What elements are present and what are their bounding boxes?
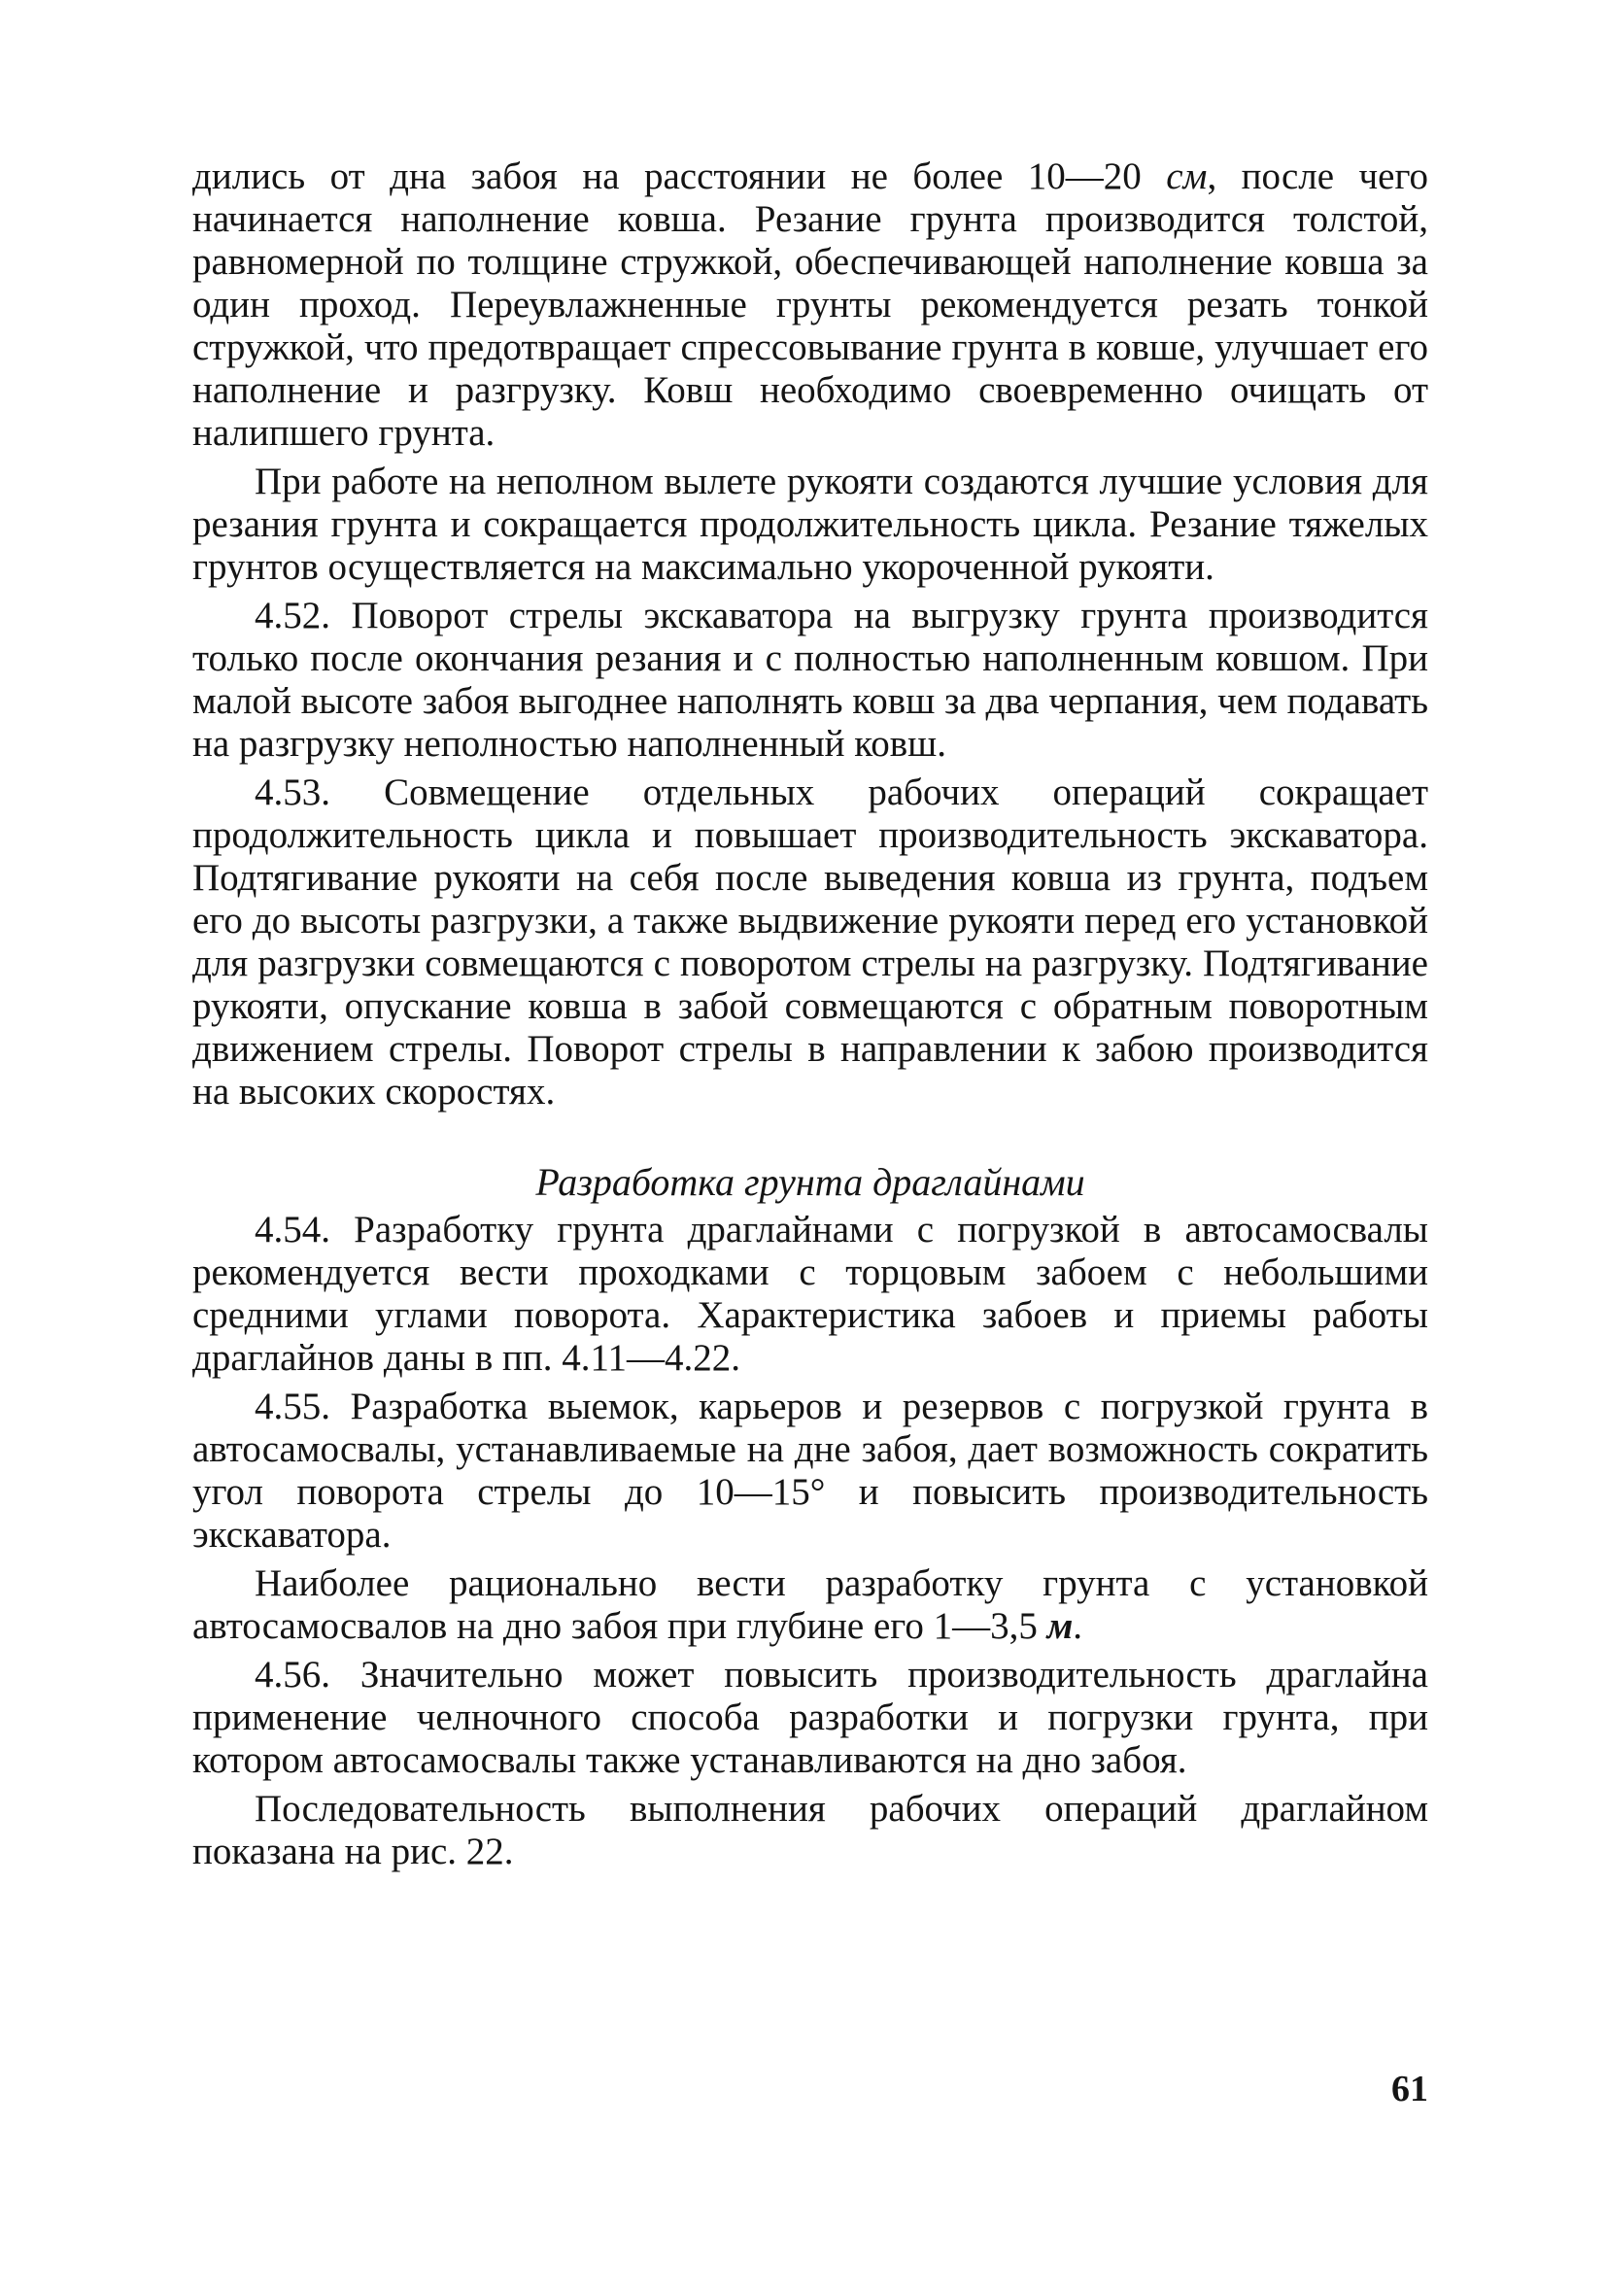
paragraph-4-54	[192, 1209, 1428, 1380]
section-title: Разработка грунта драглайнами	[535, 1160, 1085, 1204]
paragraph-4-53	[192, 771, 1428, 1114]
paragraph	[192, 1788, 1428, 1873]
document-page	[192, 155, 1428, 2138]
paragraph-text: 4.53. Совмещение отдельных рабочих операций сокращает продолжительность цикла и повышает производительность экскаватора. Подтягивание рукояти на себя после выведения ковша из грунта, подъем его до высоты разгрузки, а также выдвижение рукояти перед его установкой для разгрузки совмещаются с поворотом стрелы на разгрузку. Подтягивание рукояти, опускание ковша в забой совмещаются с обратным поворотным движением стрелы. Поворот стрелы в направлении к забою производится на высоких скоростях.	[192, 771, 1428, 1113]
paragraph-text: 4.52. Поворот стрелы экскаватора на выгрузку грунта производится только после окончания резания и с полностью наполненным ковшом. При малой высоте забоя выгоднее наполнять ковш за два черпания, чем подавать на разгрузку неполностью наполненный ковш.	[192, 595, 1428, 765]
paragraph-text: 4.55. Разработка выемок, карьеров и резервов с погрузкой грунта в автосамосвалы, устанавливаемые на дне забоя, дает возможность сократить угол поворота стрелы до 10—15° и повысить производительность экскаватора.	[192, 1386, 1428, 1556]
paragraph-4-56	[192, 1654, 1428, 1782]
paragraph-text: Наиболее рационально вести разработку грунта с установкой автосамосвалов на дно забоя при глубине его 1—3,5	[192, 1562, 1428, 1647]
paragraph-text: .	[1073, 1605, 1083, 1647]
unit-cm: см	[1166, 155, 1208, 197]
paragraph-4-55	[192, 1386, 1428, 1557]
paragraph	[192, 461, 1428, 589]
paragraph-text: 4.54. Разработку грунта драглайнами с погрузкой в автосамосвалы рекомендуется вести проходками с торцовым забоем с небольшими средними углами поворота. Характеристика забоев и приемы работы драглайнов даны в пп. 4.11—4.22.	[192, 1209, 1428, 1379]
paragraph-text: дились от дна забоя на расстоянии не более 10—20	[192, 155, 1167, 197]
paragraph-text: Последовательность выполнения рабочих операций драглайном показана на рис. 22.	[192, 1788, 1428, 1872]
paragraph	[192, 1562, 1428, 1648]
page-number: 61	[1391, 2069, 1428, 2109]
paragraph-continuation	[192, 155, 1428, 455]
paragraph-4-52	[192, 595, 1428, 766]
paragraph-text: 4.56. Значительно может повысить производительность драглайна применение челночного способа разработки и погрузки грунта, при котором автосамосвалы также устанавливаются на дно забоя.	[192, 1654, 1428, 1781]
paragraph-text: , после чего начинается наполнение ковша. Резание грунта производится толстой, равномерной по толщине стружкой, обеспечивающей наполнение ковша за один проход. Переувлажненные грунты рекомендуется резать тонкой стружкой, что предотвращает спрессовывание грунта в ковше, улучшает его наполнение и разгрузку. Ковш необходимо своевременно очищать от налипшего грунта.	[192, 155, 1429, 454]
paragraph-text: При работе на неполном вылете рукояти создаются лучшие условия для резания грунта и сокращается продолжительность цикла. Резание тяжелых грунтов осуществляется на максимально укороченной рукояти.	[192, 461, 1428, 588]
unit-m: м	[1046, 1605, 1074, 1647]
